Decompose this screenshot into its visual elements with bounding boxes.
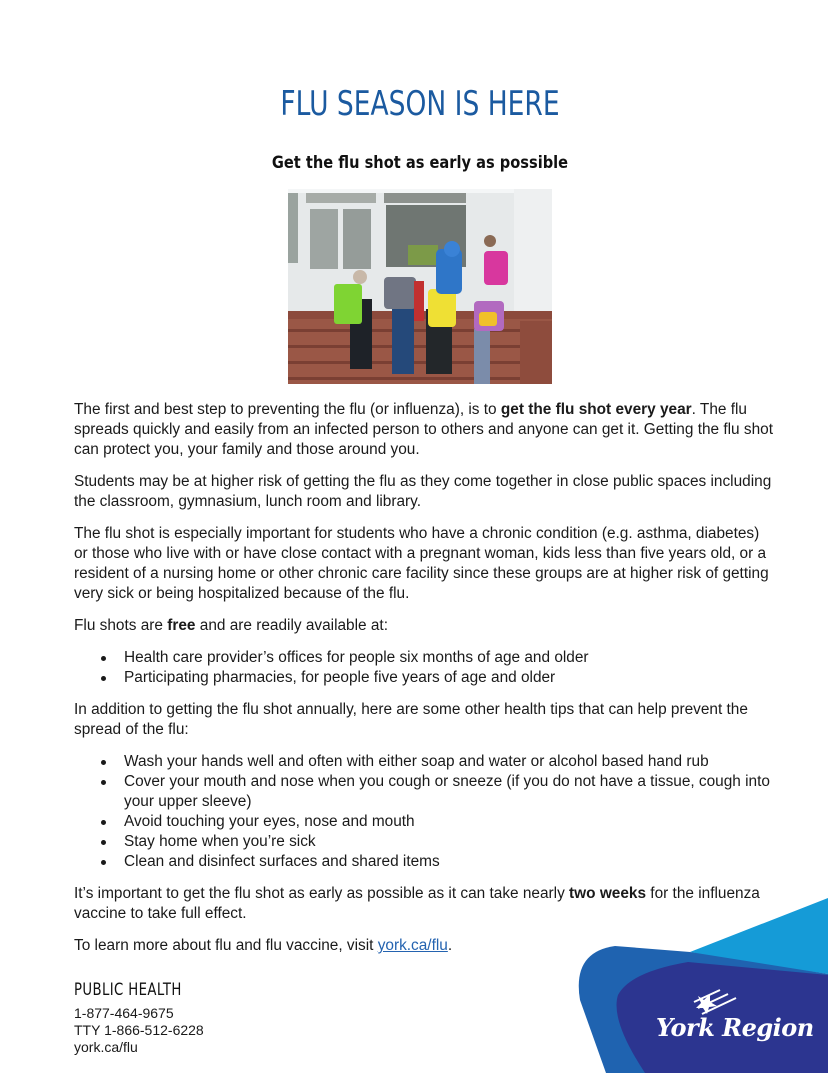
list-item: Clean and disinfect surfaces and shared items [74, 852, 774, 872]
bullet-icon [101, 780, 106, 785]
page-subtitle: Get the flu shot as early as possible [271, 153, 569, 173]
list-item: Participating pharmacies, for people five years of age and older [74, 668, 774, 688]
list-item: Health care provider’s offices for people six months of age and older [74, 648, 774, 668]
tty-number: TTY 1-866-512-6228 [74, 1022, 204, 1038]
department-name: PUBLIC HEALTH [74, 980, 182, 1000]
intro-paragraph: The first and best step to preventing the flu (or influenza), is to get the flu shot every year. The flu spreads quickly and easily from an infected person to others and anyone can get it. Getting the flu shot can protect you, your family and those around you. [74, 401, 773, 458]
bullet-icon [101, 676, 106, 681]
emphasis-free: free [167, 617, 196, 634]
phone-number: 1-877-464-9675 [74, 1005, 174, 1021]
york-region-logo [570, 890, 840, 1087]
students-image [288, 189, 552, 384]
logo-shapes [570, 890, 840, 1087]
list-item: Wash your hands well and often with either soap and water or alcohol based hand rub [74, 752, 774, 772]
timing-paragraph: It’s important to get the flu shot as early as possible as it can take nearly two weeks for the influenza vaccine to take full effect. [74, 885, 760, 922]
students-risk-paragraph: Students may be at higher risk of getting the flu as they come together in close public spaces including the classroom, gymnasium, lunch room and library. [74, 473, 772, 510]
list-item: Stay home when you’re sick [74, 832, 774, 852]
bullet-icon [101, 860, 106, 865]
high-risk-paragraph: The flu shot is especially important for students who have a chronic condition (e.g. asthma, diabetes) or those who live with or have close contact with a pregnant woman, kids less than five years old, or a resident of a nursing home or other chronic care facility since these groups are at higher risk of getting very sick or being hospitalized because of the flu. [74, 525, 769, 602]
contact-info [74, 1005, 204, 1056]
list-item: Avoid touching your eyes, nose and mouth [74, 812, 774, 832]
york-flu-link[interactable]: york.ca/flu [377, 937, 448, 954]
bullet-icon [101, 760, 106, 765]
emphasis-two-weeks: two weeks [569, 885, 647, 902]
availability-list [74, 648, 774, 688]
page-title: FLU SEASON IS HERE [280, 84, 560, 124]
website-url: york.ca/flu [74, 1039, 138, 1055]
availability-intro: Flu shots are free and are readily available at: [74, 617, 388, 634]
learn-more-paragraph: To learn more about flu and flu vaccine, visit york.ca/flu. [74, 937, 453, 954]
bullet-icon [101, 656, 106, 661]
body-content [74, 400, 774, 968]
students-photo [288, 189, 552, 384]
list-item: Cover your mouth and nose when you cough or sneeze (if you do not have a tissue, cough into your upper sleeve) [74, 772, 774, 812]
emphasis-every-year: get the flu shot every year [500, 401, 692, 418]
york-region-wordmark: York Region [656, 1013, 814, 1042]
bullet-icon [101, 840, 106, 845]
tips-intro: In addition to getting the flu shot annually, here are some other health tips that can help prevent the spread of the flu: [74, 701, 748, 738]
bullet-icon [101, 820, 106, 825]
tips-list [74, 752, 774, 872]
